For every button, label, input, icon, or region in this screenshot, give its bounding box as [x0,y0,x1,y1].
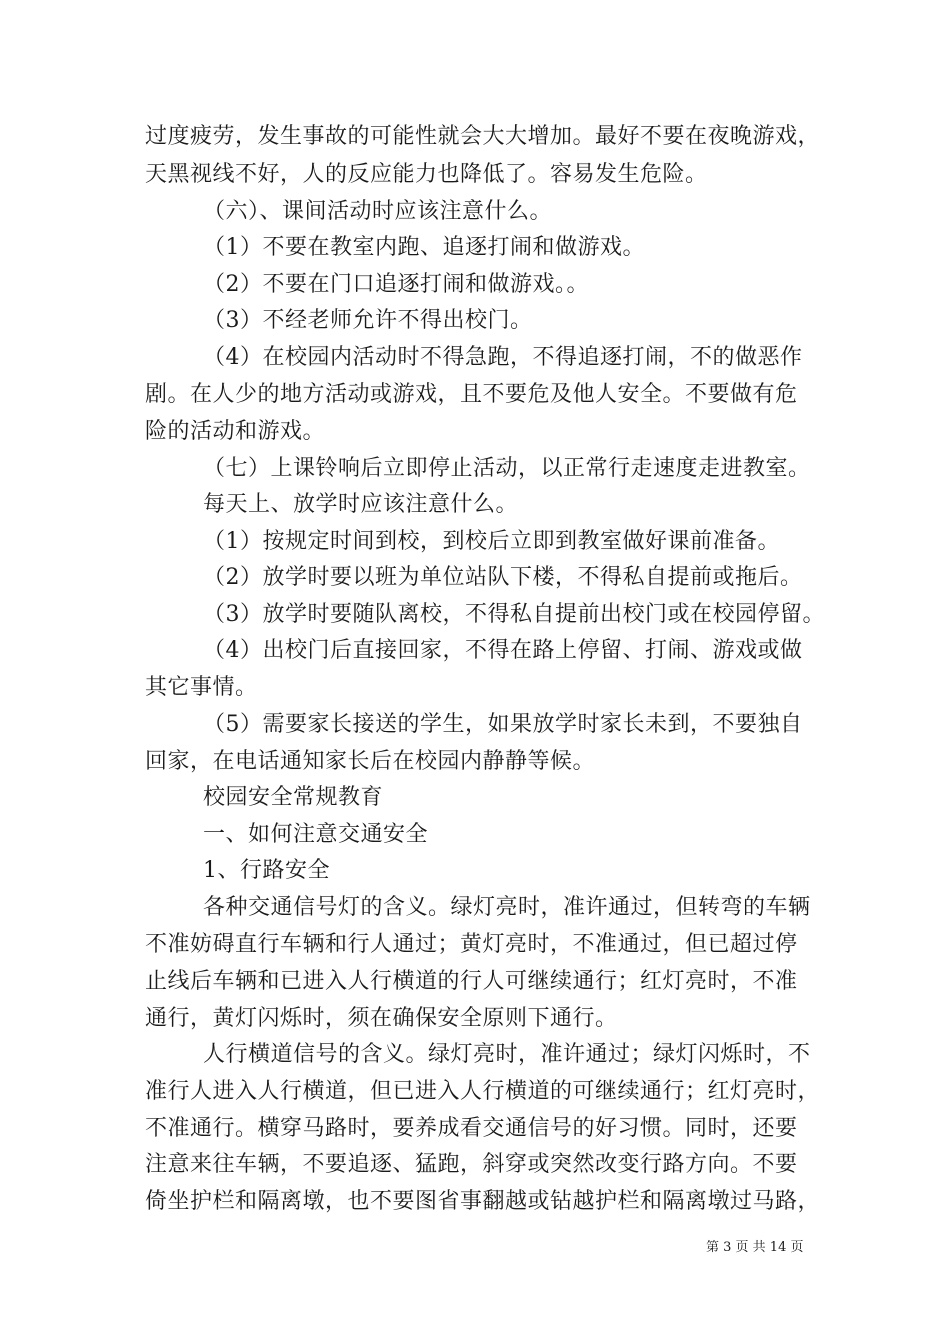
page-number: 第 3 页 共 14 页 [706,1240,804,1255]
list-item: （4）在校园内活动时不得急跑，不得追逐打闹，不的做恶作 [203,345,803,370]
text-line: 不准通行。横穿马路时，要养成看交通信号的好习惯。同时，还要 [145,1116,798,1141]
list-item: （2）不要在门口追逐打闹和做游戏。。 [203,272,589,297]
section-heading: 一、如何注意交通安全 [203,822,429,847]
paragraph-line: 人行横道信号的含义。绿灯亮时，准许通过；绿灯闪烁时，不 [203,1042,811,1067]
list-item: （3）不经老师允许不得出校门。 [203,308,533,333]
text-line: 天黑视线不好，人的反应能力也降低了。容易发生危险。 [145,162,708,187]
list-item: （1）按规定时间到校，到校后立即到教室做好课前准备。 [203,529,780,554]
list-item: （3）放学时要随队离校，不得私自提前出校门或在校园停留。 [203,602,825,627]
text-line: 注意来往车辆，不要追逐、猛跑，斜穿或突然改变行路方向。不要 [145,1152,798,1177]
list-item: （5）需要家长接送的学生，如果放学时家长未到，不要独自 [203,712,803,737]
text-line: 剧。在人少的地方活动或游戏，且不要危及他人安全。不要做有危 [145,382,798,407]
text-line: 通行，黄灯闪烁时，须在确保安全原则下通行。 [145,1006,618,1031]
list-item: （1）不要在教室内跑、追逐打闹和做游戏。 [203,235,645,260]
list-item: （2）放学时要以班为单位站队下楼，不得私自提前或拖后。 [203,565,803,590]
text-line: 倚坐护栏和隔离墩，也不要图省事翻越或钻越护栏和隔离墩过马路， [145,1189,821,1214]
text-line: 回家，在电话通知家长后在校园内静静等候。 [145,749,596,774]
section-heading: 1、行路安全 [203,858,330,883]
section-heading: 校园安全常规教育 [203,785,384,810]
text-line: 其它事情。 [145,675,258,700]
text-line: 过度疲劳，发生事故的可能性就会大大增加。最好不要在夜晚游戏， [145,124,821,149]
paragraph-line: 各种交通信号灯的含义。绿灯亮时，准许通过，但转弯的车辆 [203,895,811,920]
text-line: 不准妨碍直行车辆和行人通过；黄灯亮时，不准通过，但已超过停 [145,932,798,957]
list-item: （4）出校门后直接回家，不得在路上停留、打闹、游戏或做 [203,638,803,663]
text-line: 准行人进入人行横道，但已进入人行横道的可继续通行；红灯亮时， [145,1079,821,1104]
section-heading: （六）、课间活动时应该注意什么。 [203,199,553,224]
text-line: 止线后车辆和已进入人行横道的行人可继续通行；红灯亮时，不准 [145,969,798,994]
text-line: 险的活动和游戏。 [145,419,326,444]
section-heading: 每天上、放学时应该注意什么。 [203,492,519,517]
section-heading: （七）上课铃响后立即停止活动，以正常行走速度走进教室。 [203,456,811,481]
